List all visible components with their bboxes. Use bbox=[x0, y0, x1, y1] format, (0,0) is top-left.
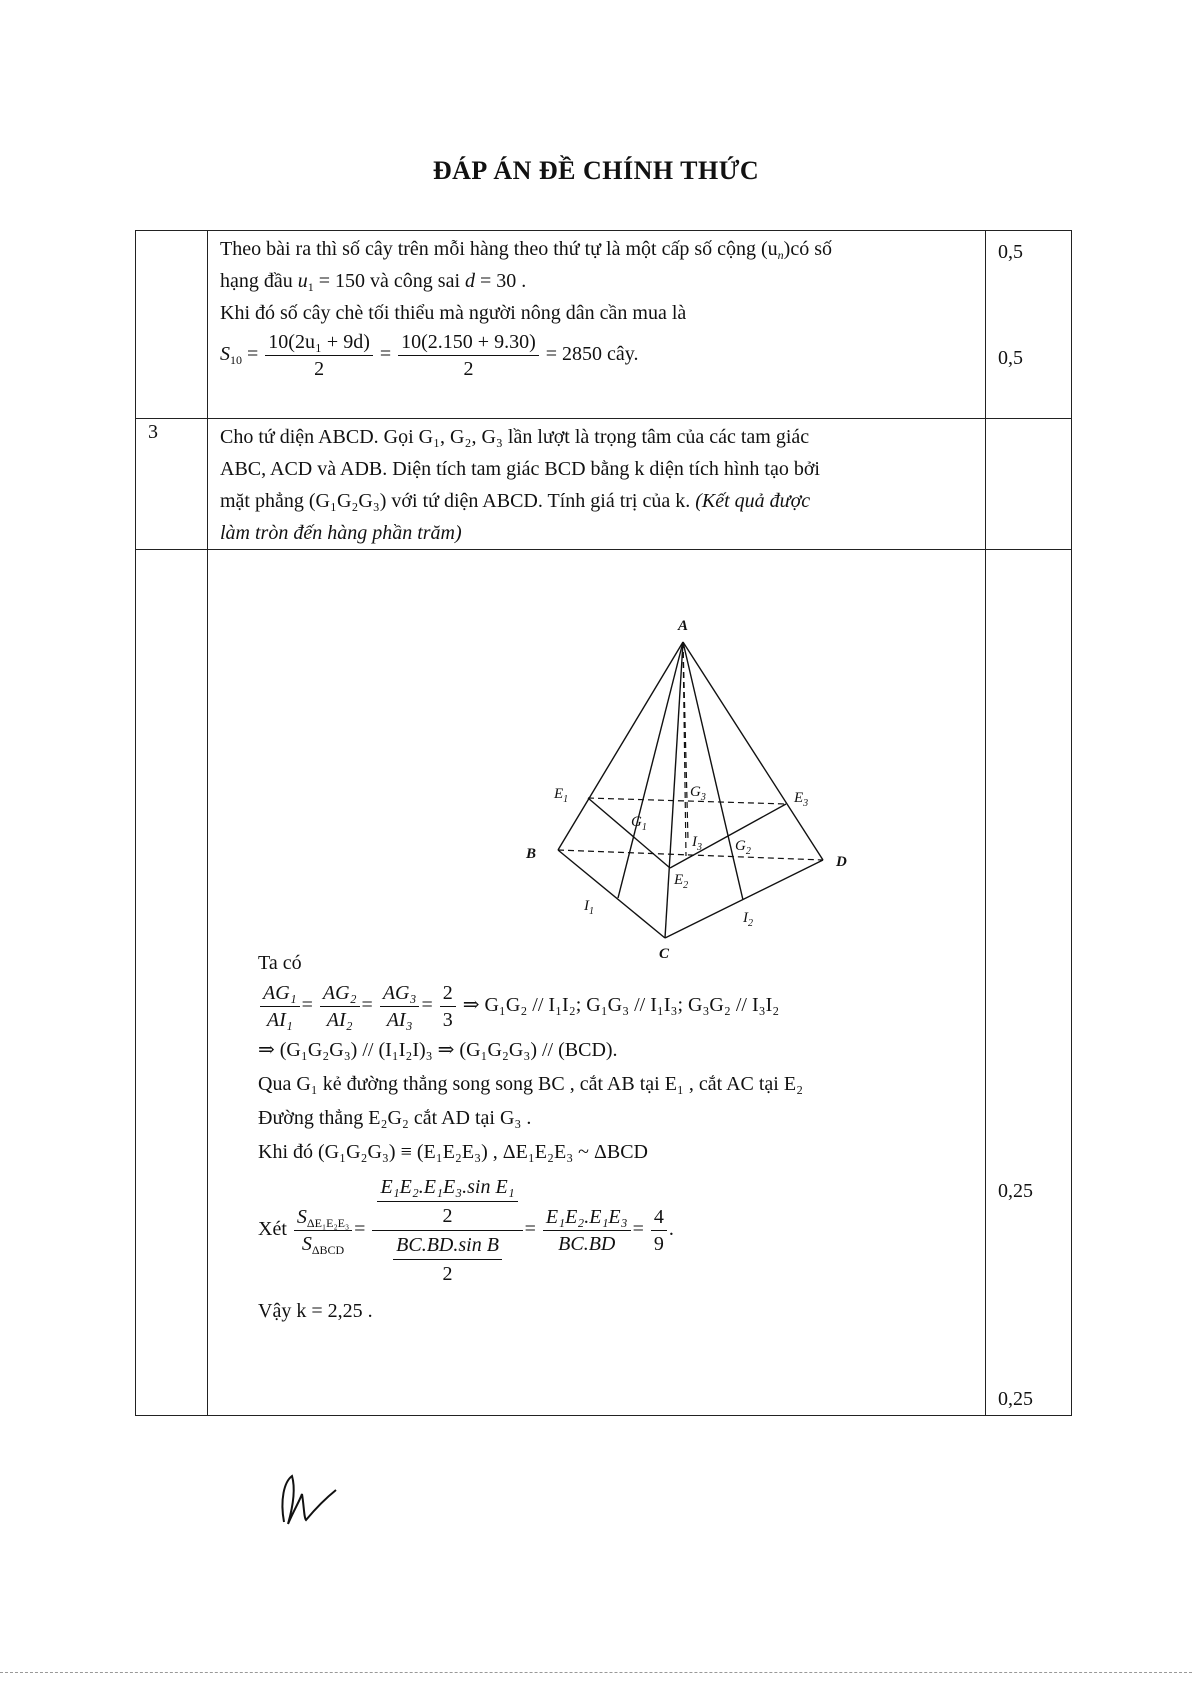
label-G1: $G_1$ bbox=[631, 814, 647, 833]
table-row bbox=[136, 419, 1072, 550]
label-B: B bbox=[526, 846, 537, 862]
number-cell bbox=[136, 231, 208, 419]
median-AI2 bbox=[683, 642, 743, 900]
construct-line: Qua G₁ kẻ đường thẳng song song BC , cắt AB tại E₁ , cắt AC tại E₂ bbox=[258, 1073, 804, 1095]
sum-formula: $S_{10}$ = $\frac{\text{10(2u₁ + 9d)}}{2}$ = $\frac{10(2.150 + 9.30)}{2}$ = 2850 cây. bbox=[220, 331, 639, 380]
page-title: ĐÁP ÁN ĐỀ CHÍNH THỨC bbox=[432, 156, 760, 185]
label-G3: $G_3$ bbox=[690, 784, 706, 803]
content-cell bbox=[208, 231, 986, 419]
label-A: A bbox=[678, 618, 689, 634]
question-line-4: làm tròn đến hàng phần trăm) bbox=[220, 522, 462, 544]
question-line-2: ABC, ACD và ADB. Diện tích tam giác BCD bằng k diện tích hình tạo bởi bbox=[220, 458, 820, 480]
ratio-line: $\frac{\text{AG₁}}{\text{AI₁}}$ = $\frac{\text{AG₂}}{\text{AI₂}}$ = $\frac{\text{AG₃}}{\text{AI₃}}$ = $\frac{2}{3}$ ⇒ G₁G₂ // I₁I₂; G₁G₃ // I₁I₃; G₃G₂ // I₃I₂ bbox=[258, 980, 978, 1033]
score-cell bbox=[986, 550, 1072, 1416]
height-line bbox=[683, 642, 688, 840]
conclusion-line: Vậy k = 2,25 . bbox=[258, 1300, 373, 1322]
e2g2-line: Đường thẳng E₂G₂ cắt AD tại G₃ . bbox=[258, 1107, 532, 1129]
score-value: 0,25 bbox=[998, 1180, 1033, 1202]
solution-cell bbox=[208, 550, 986, 1416]
parallel-line: ⇒ (G₁G₂G₃) // (I₁I₂I)₃ ⇒ (G₁G₂G₃) // (BCD). bbox=[258, 1039, 618, 1061]
score-cell bbox=[986, 231, 1072, 419]
solution-intro: Ta có bbox=[258, 952, 302, 974]
answer-table bbox=[135, 230, 1072, 1416]
score-value: 0,5 bbox=[998, 241, 1023, 263]
label-D: D bbox=[836, 854, 847, 870]
table-row bbox=[136, 550, 1072, 1416]
edge-BC bbox=[558, 850, 665, 938]
prev-line-2: hạng đầu $u_1 = 150$ và công sai d = 30 . bbox=[220, 270, 527, 294]
label-E3: $E_3$ bbox=[794, 790, 809, 809]
score-cell bbox=[986, 419, 1072, 550]
median-AI1 bbox=[618, 642, 683, 898]
edge-AB bbox=[558, 642, 683, 850]
question-line-3: mặt phẳng (G₁G₂G₃) với tứ diện ABCD. Tính giá trị của k. (Kết quả được bbox=[220, 490, 811, 512]
score-value: 0,25 bbox=[998, 1388, 1033, 1410]
label-I2: $I_2$ bbox=[743, 910, 753, 929]
solution-text bbox=[208, 946, 978, 1328]
edge-AD bbox=[683, 642, 823, 860]
question-cell bbox=[208, 419, 986, 550]
question-number: 3 bbox=[136, 419, 208, 550]
label-I3: $I_3$ bbox=[692, 834, 702, 853]
scan-edge bbox=[0, 1672, 1192, 1674]
label-E2: $E_2$ bbox=[674, 872, 689, 891]
label-E1: $E_1$ bbox=[554, 786, 569, 805]
table-row bbox=[136, 231, 1072, 419]
question-line-1: Cho tứ diện ABCD. Gọi G₁, G₂, G₃ lần lượt là trọng tâm của các tam giác bbox=[220, 426, 810, 448]
edge-BD bbox=[558, 850, 823, 860]
tetrahedron-figure bbox=[438, 608, 858, 962]
score-value: 0,5 bbox=[998, 347, 1023, 369]
when-line: Khi đó (G₁G₂G₃) ≡ (E₁E₂E₃) , ΔE₁E₂E₃ ~ ΔBCD bbox=[258, 1141, 648, 1163]
edge-AC bbox=[665, 642, 683, 938]
signature bbox=[270, 1470, 340, 1530]
edge-CD bbox=[665, 860, 823, 938]
label-I1: $I_1$ bbox=[584, 898, 594, 917]
label-C: C bbox=[659, 946, 670, 962]
prev-line-1: Theo bài ra thì số cây trên mỗi hàng theo thứ tự là một cấp số cộng $(u_n)có$ số bbox=[220, 238, 832, 262]
number-cell bbox=[136, 550, 208, 1416]
prev-line-3: Khi đó số cây chè tối thiểu mà người nông dân cần mua là bbox=[220, 302, 687, 324]
area-ratio-line: Xét $\frac{S_{\Delta E_1E_2E_3}}{S_{\Delta BCD}}$ = $\frac{\frac{\text{E₁E₂.E₁E₃.sin E₁}}{2}}{\frac{\text{BC.BD.sin B}}{2}}$ = $\frac{\text{E₁E₂.E₁E₃}}{BC.BD}$ = $\frac{4}{9}$ . bbox=[258, 1173, 978, 1288]
label-G2: $G_2$ bbox=[735, 838, 751, 857]
